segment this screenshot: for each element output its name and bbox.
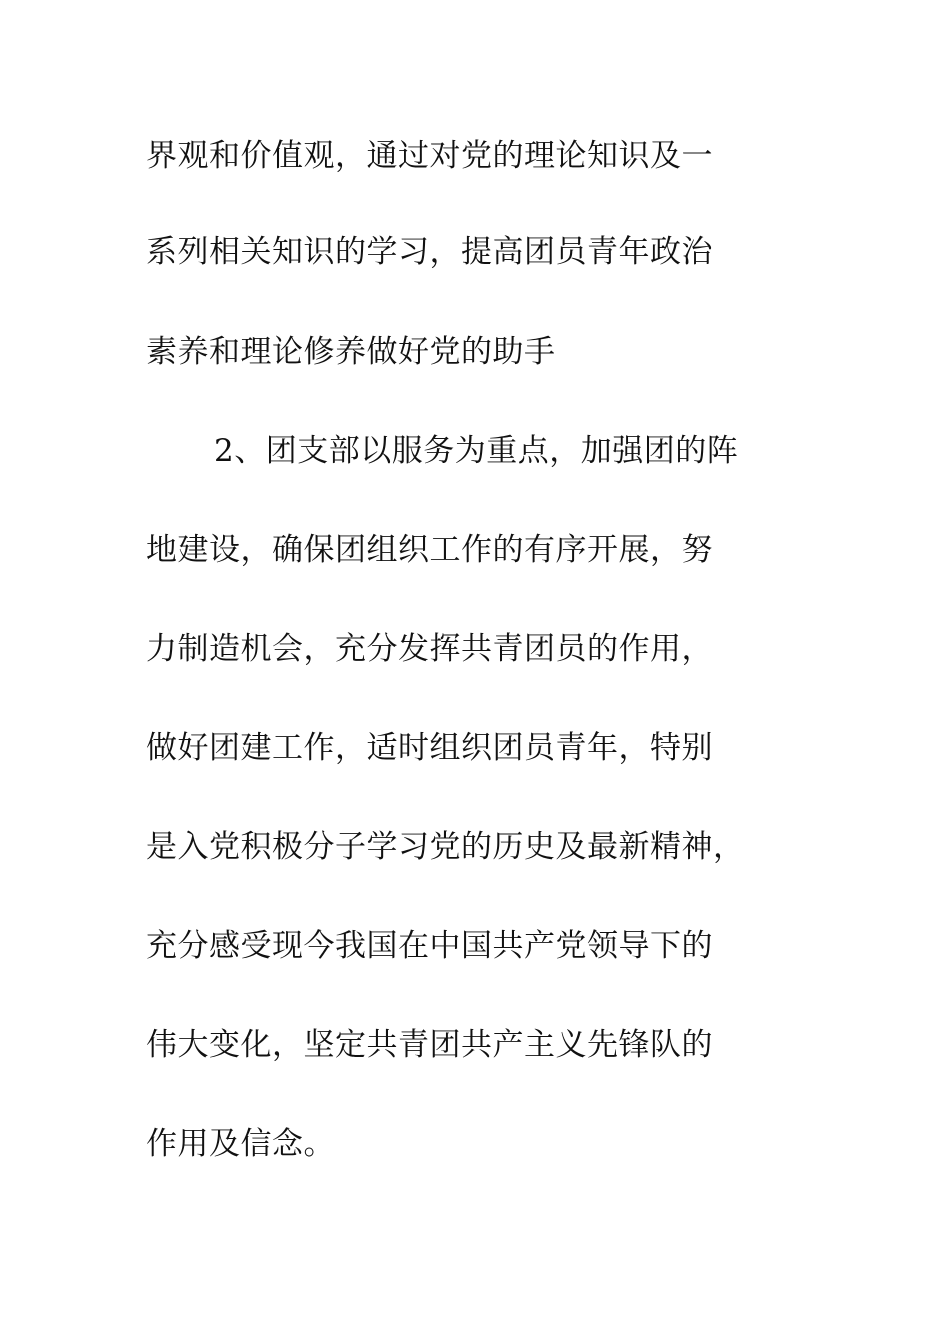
text-line: 地建设，确保团组织工作的有序开展，努 — [146, 532, 713, 568]
text-line: 系列相关知识的学习，提高团员青年政治 — [146, 234, 713, 270]
text-line: 界观和价值观，通过对党的理论知识及一 — [146, 138, 713, 174]
text-line: 素养和理论修养做好党的助手 — [146, 334, 556, 370]
text-line: 伟大变化，坚定共青团共产主义先锋队的 — [146, 1027, 713, 1063]
paragraph-start-line: 2、团支部以服务为重点，加强团的阵 — [214, 433, 739, 469]
text-line: 力制造机会，充分发挥共青团员的作用， — [146, 631, 713, 667]
text-line: 是入党积极分子学习党的历史及最新精神， — [146, 829, 745, 865]
text-line: 充分感受现今我国在中国共产党领导下的 — [146, 928, 713, 964]
text-line: 做好团建工作，适时组织团员青年，特别 — [146, 730, 713, 766]
text-line: 作用及信念。 — [146, 1126, 335, 1162]
